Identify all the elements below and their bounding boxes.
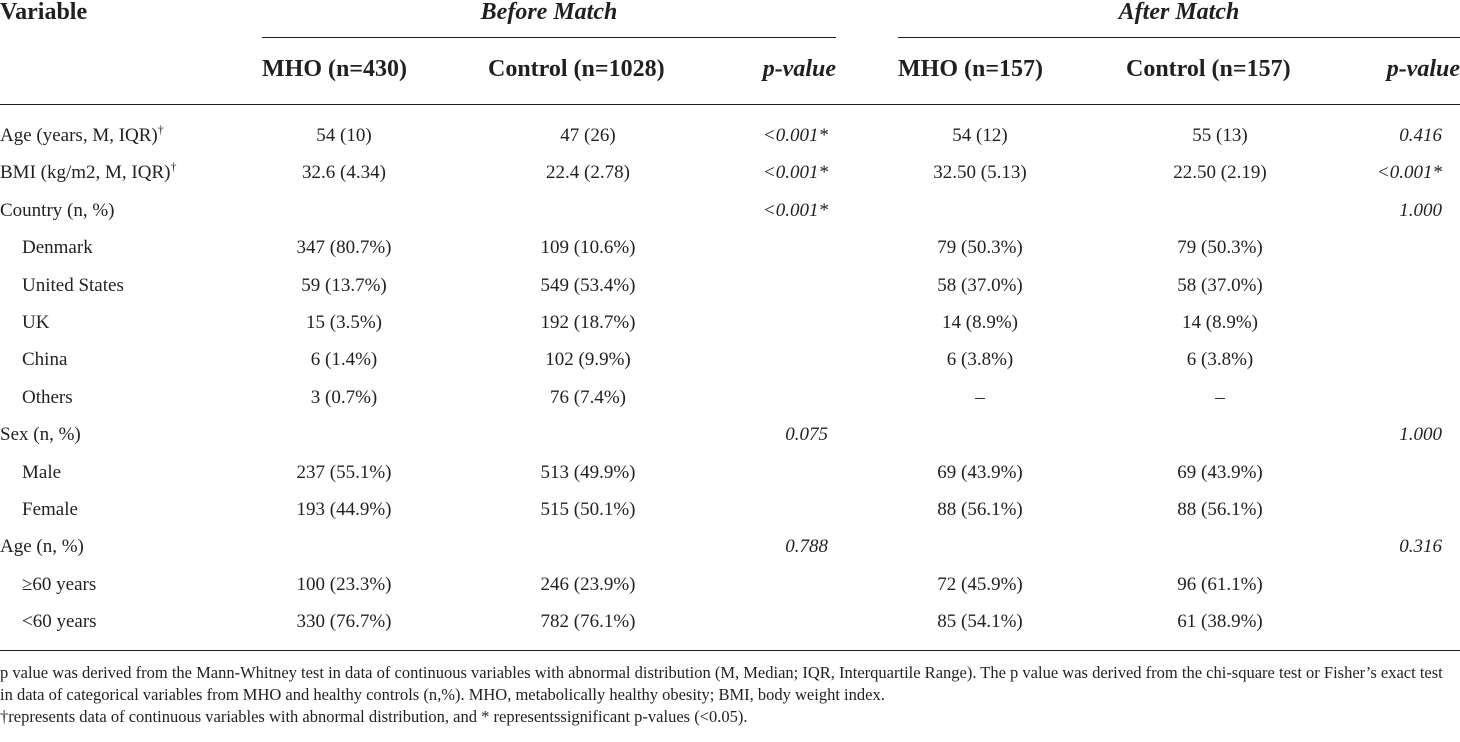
table-cell: 14 (8.9%): [1182, 312, 1258, 333]
row-label: [0, 158, 176, 188]
row-label-text: China: [22, 349, 68, 370]
table-row: [0, 383, 1460, 413]
table-cell: 109 (10.6%): [540, 237, 636, 258]
row-label-text: United States: [22, 275, 124, 296]
table-cell: 79 (50.3%): [937, 237, 1023, 258]
row-label-text: UK: [22, 312, 50, 333]
row-label-text: Country (n, %): [0, 200, 115, 221]
table-cell: <0.001*: [762, 162, 828, 183]
table-cell: <0.001*: [1376, 162, 1442, 183]
table-row: [0, 233, 1460, 263]
table-cell: 193 (44.9%): [296, 499, 392, 520]
row-label-text: Age (n, %): [0, 536, 84, 557]
table-cell: 0.075: [785, 424, 828, 445]
header-before-match: Before Match: [480, 0, 618, 25]
dagger-mark: †: [157, 122, 164, 137]
table-cell: 0.416: [1399, 125, 1442, 146]
row-label: [22, 458, 61, 488]
row-label-text: Female: [22, 499, 78, 520]
row-label: [0, 196, 115, 226]
footnote-symbols: †represents data of continuous variables with abnormal distribution, and * representssignificant p-values (<0.05).: [0, 707, 748, 726]
table-cell: 0.316: [1399, 536, 1442, 557]
table-cell: 88 (56.1%): [1177, 499, 1263, 520]
table-cell: 22.4 (2.78): [546, 162, 630, 183]
table-cell: 6 (3.8%): [946, 349, 1014, 370]
row-label-text: Denmark: [22, 237, 93, 258]
row-label: [22, 570, 96, 600]
table-cell: 1.000: [1399, 200, 1442, 221]
table-cell: 347 (80.7%): [296, 237, 392, 258]
table-cell: 102 (9.9%): [545, 349, 631, 370]
row-label: [0, 420, 81, 450]
table-cell: 59 (13.7%): [301, 275, 387, 296]
table-row: [0, 308, 1460, 338]
table-cell: 0.788: [785, 536, 828, 557]
row-label-text: BMI (kg/m2, M, IQR): [0, 162, 171, 183]
table-row: [0, 532, 1460, 562]
header-before-pvalue: p-value: [762, 56, 836, 82]
table-cell: 15 (3.5%): [306, 312, 382, 333]
table-cell: 58 (37.0%): [937, 275, 1023, 296]
header-before-mho: MHO (n=430): [262, 56, 407, 82]
table-footnotes: [0, 662, 1456, 728]
table-cell: –: [975, 387, 985, 408]
row-label: [22, 345, 67, 375]
table-row: [0, 420, 1460, 450]
table-row: [0, 495, 1460, 525]
footnote-methods: p value was derived from the Mann-Whitney test in data of continuous variables with abnormal distribution (M, Median; IQR, Interquartile Range). The p value was derived from the chi-square test or Fisher’s exact test in data of categorical variables from MHO and healthy controls (n,%). MHO, metabolically healthy obesity; BMI, body weight index.: [0, 663, 1443, 704]
header-variable: Variable: [0, 0, 88, 25]
row-label: [22, 495, 78, 525]
table-cell: 515 (50.1%): [540, 499, 636, 520]
table-row: [0, 271, 1460, 301]
table-bottom-rule: [0, 650, 1460, 651]
row-label: [22, 607, 97, 637]
table-cell: 6 (1.4%): [310, 349, 378, 370]
row-label-text: Others: [22, 387, 73, 408]
table-cell: 513 (49.9%): [540, 462, 636, 483]
header-after-match: After Match: [1118, 0, 1240, 25]
table-cell: 54 (12): [952, 125, 1008, 146]
table-cell: 79 (50.3%): [1177, 237, 1263, 258]
table-cell: 3 (0.7%): [310, 387, 378, 408]
table-cell: 61 (38.9%): [1177, 611, 1263, 632]
row-label: [22, 271, 124, 301]
before-match-rule: [262, 37, 836, 38]
table-cell: –: [1215, 387, 1225, 408]
table-cell: 72 (45.9%): [937, 574, 1023, 595]
table-cell: 782 (76.1%): [540, 611, 636, 632]
table-cell: 55 (13): [1192, 125, 1248, 146]
table-row: [0, 196, 1460, 226]
table-row: [0, 607, 1460, 637]
table-cell: 58 (37.0%): [1177, 275, 1263, 296]
table-cell: 100 (23.3%): [296, 574, 392, 595]
row-label-text: Age (years, M, IQR): [0, 125, 158, 146]
row-label-text: ≥60 years: [22, 574, 97, 595]
table-cell: 330 (76.7%): [296, 611, 392, 632]
header-bottom-rule: [0, 104, 1460, 105]
table-cell: 14 (8.9%): [942, 312, 1018, 333]
table-row: [0, 158, 1460, 188]
header-before-control: Control (n=1028): [488, 56, 665, 82]
table-cell: <0.001*: [762, 200, 828, 221]
table-cell: 32.6 (4.34): [302, 162, 386, 183]
table-cell: 32.50 (5.13): [933, 162, 1027, 183]
table-cell: 22.50 (2.19): [1173, 162, 1267, 183]
row-label: [0, 532, 84, 562]
row-label-text: <60 years: [22, 611, 97, 632]
table-row: [0, 458, 1460, 488]
table-cell: 88 (56.1%): [937, 499, 1023, 520]
row-label: [22, 383, 73, 413]
header-after-pvalue: p-value: [1386, 56, 1460, 82]
table-row: [0, 570, 1460, 600]
table-cell: 549 (53.4%): [540, 275, 636, 296]
after-match-rule: [898, 37, 1460, 38]
table-row: [0, 121, 1460, 151]
table-cell: 6 (3.8%): [1186, 349, 1254, 370]
header-after-mho: MHO (n=157): [898, 56, 1043, 82]
table-cell: 96 (61.1%): [1177, 574, 1263, 595]
row-label-text: Male: [22, 462, 62, 483]
table-cell: 76 (7.4%): [550, 387, 626, 408]
dagger-mark: †: [170, 159, 177, 174]
table-cell: 246 (23.9%): [540, 574, 636, 595]
table-cell: 54 (10): [316, 125, 372, 146]
row-label: [22, 308, 49, 338]
table-cell: 237 (55.1%): [296, 462, 392, 483]
table-cell: 1.000: [1399, 424, 1442, 445]
table-cell: <0.001*: [762, 125, 828, 146]
table-cell: 85 (54.1%): [937, 611, 1023, 632]
table-cell: 69 (43.9%): [937, 462, 1023, 483]
row-label: [0, 121, 164, 151]
row-label: [22, 233, 93, 263]
table-cell: 192 (18.7%): [540, 312, 636, 333]
row-label-text: Sex (n, %): [0, 424, 81, 445]
table-cell: 47 (26): [560, 125, 616, 146]
table-row: [0, 345, 1460, 375]
header-after-control: Control (n=157): [1126, 56, 1291, 82]
table-cell: 69 (43.9%): [1177, 462, 1263, 483]
